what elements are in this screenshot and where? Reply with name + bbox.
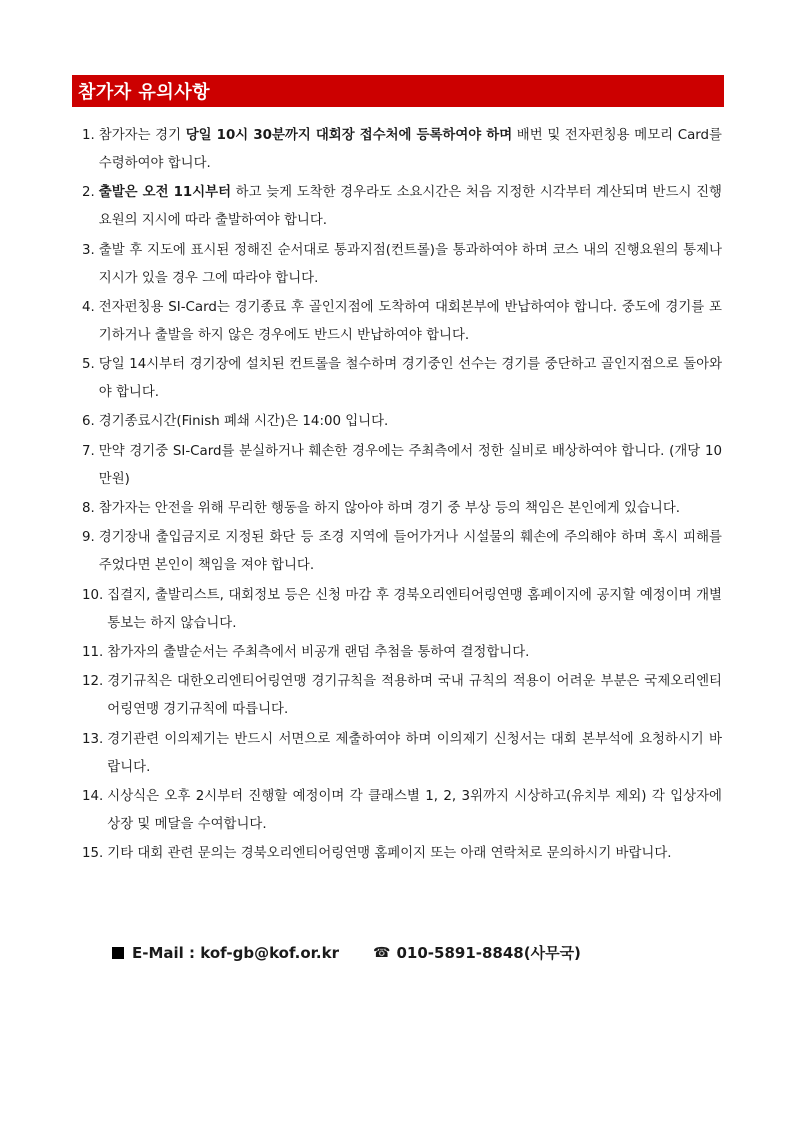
list-item bbox=[82, 438, 722, 494]
list-item bbox=[82, 582, 722, 638]
list-item bbox=[82, 495, 722, 523]
section-title: 참가자 유의사항 bbox=[78, 82, 210, 103]
list-item bbox=[82, 408, 722, 436]
item-text: 경기종료시간(Finish 폐쇄 시간)은 14:00 입니다. bbox=[98, 414, 389, 430]
list-item bbox=[82, 122, 722, 178]
item-text: 출발 후 지도에 표시된 정해진 순서대로 통과지점(컨트롤)을 통과하여야 하며 코스 내의 진행요원의 통제나 지시가 있을 경우 그에 따라야 합니다. bbox=[98, 242, 722, 286]
section-title-bar bbox=[72, 75, 724, 107]
phone-icon: ☎ bbox=[373, 944, 391, 961]
item-number: 15. bbox=[82, 846, 104, 862]
item-number: 9. bbox=[82, 530, 95, 546]
item-number: 7. bbox=[82, 443, 95, 459]
email-text: E-Mail : kof-gb@kof.or.kr bbox=[132, 943, 340, 962]
list-item bbox=[82, 668, 722, 724]
list-item bbox=[82, 783, 722, 839]
list-item bbox=[82, 840, 722, 868]
item-number: 8. bbox=[82, 501, 95, 517]
item-text: 참가자는 안전을 위해 무리한 행동을 하지 않아야 하며 경기 중 부상 등의 책임은 본인에게 있습니다. bbox=[98, 501, 681, 517]
list-item bbox=[82, 179, 722, 235]
item-text: 경기장내 출입금지로 지정된 화단 등 조경 지역에 들어가거나 시설물의 훼손에 주의해야 하며 혹시 피해를 주었다면 본인이 책임을 져야 합니다. bbox=[98, 530, 722, 574]
notice-list bbox=[82, 122, 722, 869]
item-number: 12. bbox=[82, 674, 104, 690]
item-number: 5. bbox=[82, 357, 95, 373]
item-number: 6. bbox=[82, 414, 95, 430]
square-bullet-icon bbox=[112, 947, 124, 959]
item-number: 13. bbox=[82, 731, 104, 747]
contact-line bbox=[112, 942, 581, 963]
item-number: 10. bbox=[82, 587, 104, 603]
item-text: 경기규칙은 대한오리엔티어링연맹 경기규칙을 적용하며 국내 규칙의 적용이 어려운 부분은 국제오리엔티어링연맹 경기규칙에 따릅니다. bbox=[107, 674, 722, 718]
item-text: 만약 경기중 SI-Card를 분실하거나 훼손한 경우에는 주최측에서 정한 실비로 배상하여야 합니다. (개당 10만원) bbox=[98, 443, 722, 487]
item-text: 집결지, 출발리스트, 대회정보 등은 신청 마감 후 경북오리엔티어링연맹 홈페이지에 공지할 예정이며 개별 통보는 하지 않습니다. bbox=[107, 587, 722, 631]
list-item bbox=[82, 639, 722, 667]
item-text: 당일 14시부터 경기장에 설치된 컨트롤을 철수하며 경기중인 선수는 경기를 중단하고 골인지점으로 돌아와야 합니다. bbox=[98, 357, 722, 401]
item-text: 시상식은 오후 2시부터 진행할 예정이며 각 클래스별 1, 2, 3위까지 시상하고(유치부 제외) 각 입상자에 상장 및 메달을 수여합니다. bbox=[107, 788, 722, 832]
item-text: 기타 대회 관련 문의는 경북오리엔티어링연맹 홈페이지 또는 아래 연락처로 문의하시기 바랍니다. bbox=[107, 846, 672, 862]
item-number: 2. bbox=[82, 185, 95, 201]
phone-text: 010-5891-8848(사무국) bbox=[396, 944, 581, 962]
item-text: 참가자는 경기 당일 10시 30분까지 대회장 접수처에 등록하여야 하며 배번 및 전자펀칭용 메모리 Card를 수령하여야 합니다. bbox=[98, 128, 722, 171]
item-text: 출발은 오전 11시부터 하고 늦게 도착한 경우라도 소요시간은 처음 지정한 시각부터 계산되며 반드시 진행요원의 지시에 따라 출발하여야 합니다. bbox=[98, 185, 722, 229]
item-number: 1. bbox=[82, 128, 95, 143]
item-text: 참가자의 출발순서는 주최측에서 비공개 랜덤 추첨을 통하여 결정합니다. bbox=[107, 644, 530, 660]
item-number: 11. bbox=[82, 644, 104, 660]
list-item bbox=[82, 237, 722, 293]
list-item bbox=[82, 726, 722, 782]
item-number: 4. bbox=[82, 299, 95, 315]
item-text: 경기관련 이의제기는 반드시 서면으로 제출하여야 하며 이의제기 신청서는 대회 본부석에 요청하시기 바랍니다. bbox=[107, 731, 722, 775]
list-item bbox=[82, 524, 722, 580]
item-text: 전자펀칭용 SI-Card는 경기종료 후 골인지점에 도착하여 대회본부에 반납하여야 합니다. 중도에 경기를 포기하거나 출발을 하지 않은 경우에도 반드시 반납하여야 합니다. bbox=[98, 299, 722, 343]
list-item bbox=[82, 351, 722, 407]
list-item bbox=[82, 294, 722, 350]
item-number: 3. bbox=[82, 242, 95, 258]
item-number: 14. bbox=[82, 788, 104, 804]
